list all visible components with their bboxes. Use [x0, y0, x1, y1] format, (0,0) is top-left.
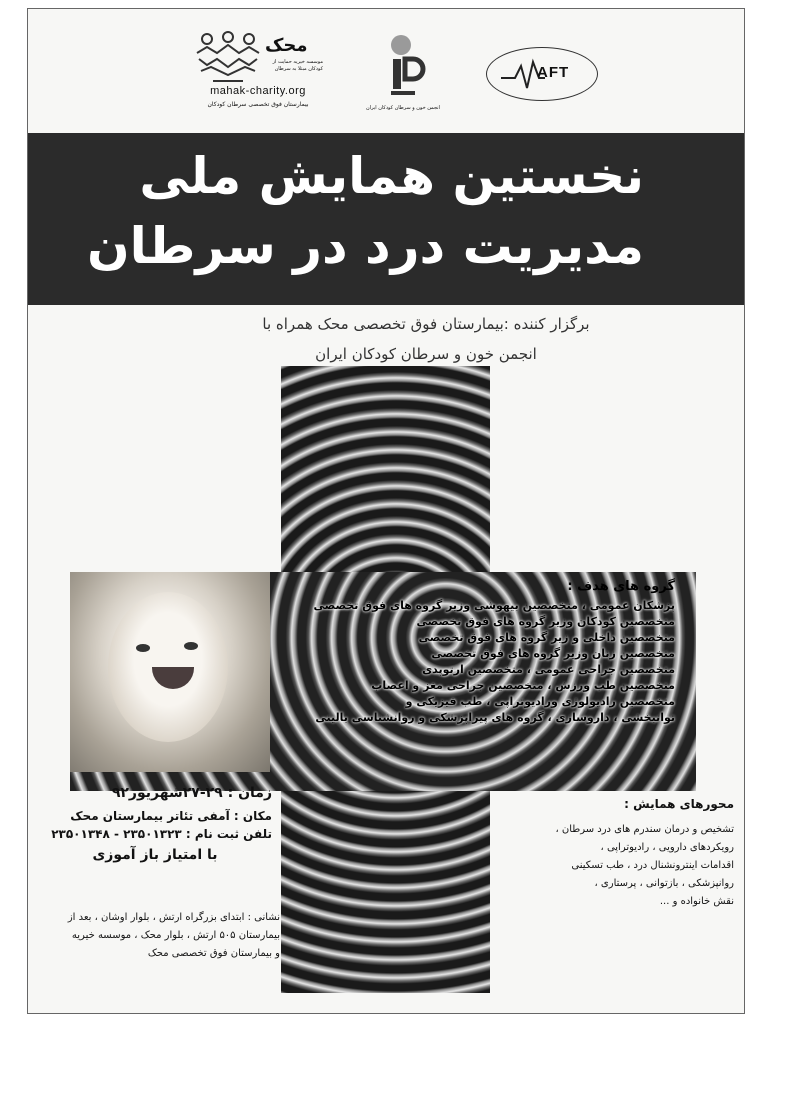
organizer-line-2: انجمن خون و سرطان کودکان ایران	[315, 345, 537, 363]
event-phone: تلفن ثبت نام : ۲۳۵۰۱۳۲۳ - ۲۳۵۰۱۳۴۸	[51, 827, 272, 841]
event-address	[30, 909, 280, 963]
child-photo	[70, 572, 270, 772]
event-info	[28, 785, 282, 863]
poster	[27, 8, 745, 1014]
society-caption: انجمن خون و سرطان کودکان ایران	[366, 105, 440, 111]
mahak-url: mahak-charity.org	[210, 85, 306, 97]
aft-logo	[486, 47, 598, 101]
topic-line: رویکردهای دارویی ، رادیوتراپی ،	[600, 842, 734, 853]
topic-line: اقدامات اینترونشنال درد ، طب تسکینی	[571, 860, 734, 871]
topic-line: تشخیص و درمان سندرم های درد سرطان ،	[555, 824, 734, 835]
aft-logo-text: AFT	[537, 64, 570, 81]
target-item: متخصصین داخلی و زیر گروه های فوق تخصصی	[418, 631, 675, 644]
logo-strip	[28, 9, 744, 129]
title-banner	[28, 133, 744, 305]
title-line-2: مدیریت درد در سرطان	[86, 217, 644, 275]
mahak-wordmark: محک	[265, 35, 308, 56]
event-place: مکان : آمفی تئاتر بیمارستان محک	[70, 809, 272, 823]
target-item: متخصصین طب ورزش ، متخصصین جراحی مغز و اعصاب	[371, 679, 675, 692]
event-credits: با امتیاز باز آموزی	[92, 847, 218, 863]
conference-topics-title: محورهای همایش :	[624, 797, 734, 811]
topic-line: نقش خانواده و ...	[659, 896, 734, 907]
topic-line: روانپزشکی ، بازتوانی ، پرستاری ،	[594, 878, 734, 889]
target-groups-title: گروه های هدف :	[567, 579, 675, 594]
child-eye-right	[184, 642, 198, 650]
organizer-line-1: برگزار کننده :بیمارستان فوق تخصصی محک همراه با	[262, 315, 590, 333]
target-item: متخصصین زنان وزیر گروه های فوق تخصصی	[431, 647, 675, 660]
organizer-text	[28, 309, 744, 369]
society-emblem-icon	[353, 31, 453, 103]
child-eye-left	[136, 644, 150, 652]
society-logo	[353, 31, 453, 121]
mahak-subtitle: موسسه خیریه حمایت از کودکان مبتلا به سرطان	[272, 59, 323, 72]
address-line-1: نشانی : ابتدای بزرگراه ارتش ، بلوار اوشان ، بعد از	[67, 912, 280, 923]
target-item: متخصصین جراحی عمومی ، متخصصین ارتوپدی	[422, 663, 675, 676]
mahak-logo	[183, 27, 323, 127]
target-groups	[278, 579, 693, 779]
title-line-1: نخستین همایش ملی	[139, 147, 644, 205]
mahak-children-icon	[193, 29, 263, 85]
address-line-2: بیمارستان ۵۰۵ ارتش ، بلوار محک ، موسسه خیریه	[71, 930, 280, 941]
address-line-3: و بیمارستان فوق تخصصی محک	[147, 948, 280, 959]
target-item: متخصصین کودکان وزیر گروه های فوق تخصصی	[416, 615, 675, 628]
mahak-tagline: بیمارستان فوق تخصصی سرطان کودکان	[207, 101, 309, 108]
target-list	[278, 598, 693, 726]
conference-topics	[490, 797, 740, 911]
target-item: پزشکان عمومی ، متخصصین بیهوشی وزیر گروه های فوق تخصصی	[313, 599, 675, 612]
target-item: متخصصین رادیولوژی ورادیوتراپی ، طب فیزیکی و	[405, 695, 675, 708]
target-item: توانبخشی ، داروسازی ، گروه های پیراپزشکی و روانشناسی بالینی	[315, 711, 675, 724]
event-date: زمان : ۲۹-۲۷شهریور۹۲	[111, 785, 272, 801]
